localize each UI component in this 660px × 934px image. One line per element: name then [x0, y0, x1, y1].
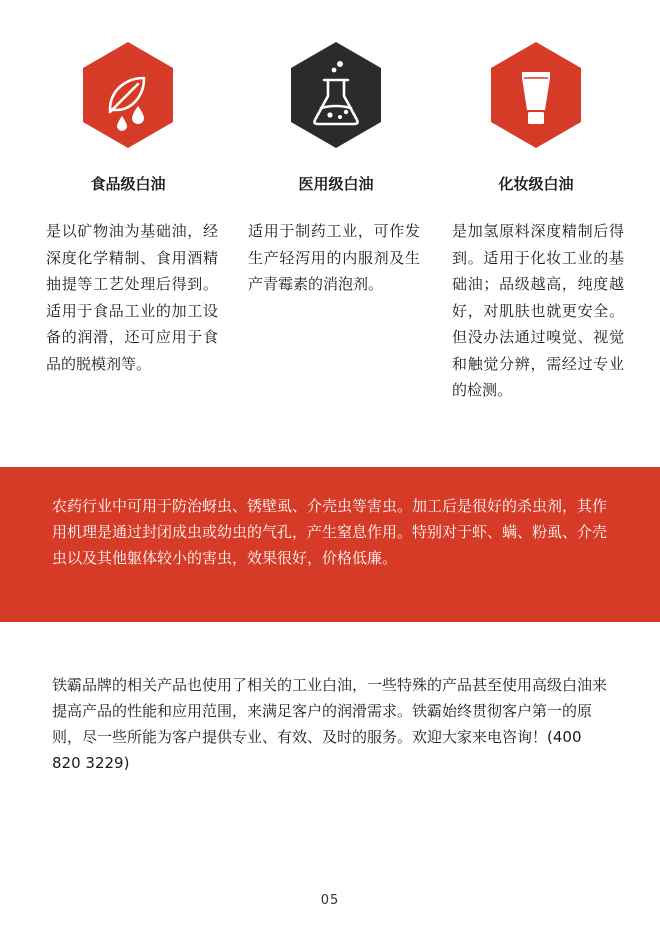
hexagon-badge	[488, 40, 584, 150]
column-title: 医用级白油	[298, 175, 374, 193]
highlight-band	[0, 467, 660, 622]
feature-column-food-grade	[46, 40, 218, 377]
brand-paragraph: 铁霸品牌的相关产品也使用了相关的工业白油，一些特殊的产品甚至使用高级白油来提高产品的性能和应用范围，来满足客户的润滑需求。铁霸始终贯彻客户第一的原则，尽一些所能为客户提供专业、有效、及时的服务。欢迎大家来电咨询！(400 820 3229)	[52, 676, 608, 772]
column-description: 适用于制药工业，可作发生产轻泻用的内服剂及生产青霉素的消泡剂。	[248, 222, 420, 293]
feature-column-medical-grade	[248, 40, 420, 298]
column-description: 是加氢原料深度精制后得到。适用于化妆工业的基础油；品级越高，纯度越好，对肌肤也就更安全。但没办法通过嗅觉、视觉和触觉分辨，需经过专业的检测。	[452, 222, 624, 399]
page-number: 05	[320, 893, 340, 908]
hexagon-badge	[288, 40, 384, 150]
flask-icon	[288, 40, 384, 150]
column-title: 化妆级白油	[498, 175, 574, 193]
column-title: 食品级白油	[90, 175, 166, 193]
feature-column-cosmetic-grade	[452, 40, 624, 404]
agriculture-paragraph: 农药行业中可用于防治蚜虫、锈壁虱、介壳虫等害虫。加工后是很好的杀虫剂，其作用机理是通过封闭成虫或幼虫的气孔，产生窒息作用。特别对于虾、螨、粉虱、介壳虫以及其他躯体较小的害虫，效果很好，价格低廉。	[52, 497, 608, 567]
hexagon-badge	[80, 40, 176, 150]
cosmetic-tube-icon	[488, 40, 584, 150]
column-description: 是以矿物油为基础油，经深度化学精制、食用酒精抽提等工艺处理后得到。适用于食品工业的加工设备的润滑，还可应用于食品的脱模剂等。	[46, 222, 218, 373]
leaf-drop-icon	[80, 40, 176, 150]
